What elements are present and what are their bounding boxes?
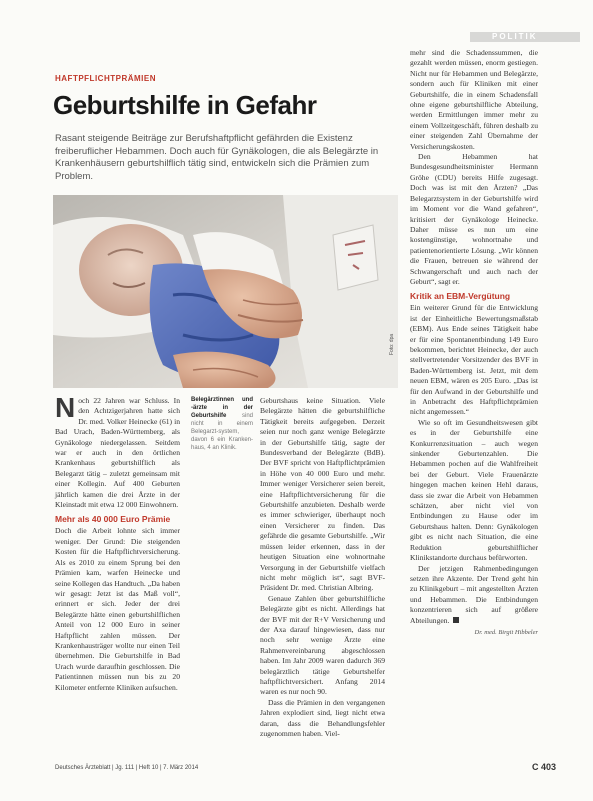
article-column-4: [410, 48, 538, 638]
section-label: POLITIK: [492, 32, 538, 41]
article-headline: Geburtshilfe in Gefahr: [53, 90, 317, 120]
paragraph: Dass die Prämien in den vergangenen Jahren explodiert sind, liegt nicht etwa daran, dass die Behandlungsfehler zugenommen haben. Viel-: [260, 697, 385, 738]
subheading: Kritik an EBM-Vergütung: [410, 291, 511, 302]
paragraph: Doch die Arbeit lohnte sich immer weniger. Der Grund: Die steigenden Kosten für die Haftpflichtversicherung. Als es 2010 zu einem Sprung bei den Prämien kam, warfen Heinecke und seine Kollegen das Handtuch. „Da haben wir gesagt: Jetzt ist das Maß voll“, erinnert er sich. Jeder der drei Belegärzte hätte einen geburtshilflichen Anteil von 12 000 Euro in seiner Haftpflicht zahlen müssen. Der Krankenhausträger wollte nur einen Teil übernehmen. Die Geburtshilfe in Bad Urach wurde daraufhin geschlossen. Die Patientinnen müssen nun bis zu 20 Kilometer entfernte Kliniken aufsuchen.: [55, 526, 180, 692]
paragraph: Geburtshaus keine Situation. Viele Belegärzte hätten die geburtshilfliche Tätigkeit bereits aufgegeben. Derzeit seien nur noch ganz wenige Belegärzte in der Geburtshilfe tätig, sagte der Bundesverband der Belegärzte (BdB). Der BVF spricht von Haftpflichtprämien in Höhe von 40 000 Euro und mehr. Immer weniger Versicherer seien bereit, eine Haftpflichtversicherung für die Geburtshilfe anzubieten. Deshalb werde es immer schwieriger, überhaupt noch einen Versicherer zu finden. Das gefährde die gesamte Geburtshilfe. „Wir müssen leider erkennen, dass in der heutigen Situation eine wohnortnahe Versorgung in der Geburtshilfe vielfach nicht mehr möglich ist“, sagt BVF-Präsident Dr. med. Christian Albring.: [260, 396, 385, 593]
article-kicker: HAFTPFLICHTPRÄMIEN: [55, 74, 156, 83]
paragraph-text: och 22 Jahren war Schluss. In den Achtzigerjahren hatte sich Dr. med. Volker Heinecke (61) in Bad Urach, Baden-Württemberg, als Gynäkologe niedergelassen. Seitdem war er auch in den örtlichen Krankenhaus geburtshilflich als Belegarzt tätig – zuletzt gemeinsam mit einer Kollegin. Auf 400 Geburten jährlich kamen die drei Ärzte in der Kleinstadt mit etwa 12 000 Einwohnern.: [55, 396, 180, 510]
article-column-3: [260, 396, 385, 739]
paragraph: Den Hebammen hat Bundesgesundheitsminister Hermann Gröhe (CDU) bereits Hilfe zugesagt. Doch was ist mit den Ärzten? „Das Belegarztsystem in der Geburtshilfe wird im Moment vor die Wand gefahren“, kritisiert der Gynäkologe Heinecke. Daher müsse es nun um eine kostengünstige, wohnortnahe und patientenorientierte Lösung. „Wir können die Frauen, betreuen sie während der Schwangerschaft und auch nach der Geburt“, sagt er.: [410, 152, 538, 286]
paragraph: Ein weiterer Grund für die Entwicklung ist der Einheitliche Bewertungsmaßstab (EBM). Aus Ende seines Tätigkeit habe er für eine Spontanentbindung 149 Euro bekommen, berichtet Heinecke, der auch stellvertretender Vorsitzender des BVF in Baden-Württemberg ist. Jetzt, mit dem neuen EBM, wären es 205 Euro. „Das ist für den Aufwand in der Geburtshilfe und in Anbetracht des Haftpflichtprämien nicht angemessen.“: [410, 303, 538, 417]
newborn-photo: [53, 195, 398, 388]
page-footer: Deutsches Ärzteblatt | Jg. 111 | Heft 10 | 7. März 2014: [55, 765, 199, 771]
paragraph-text: Der jetzigen Rahmenbedingungen setzen ihre Akzente. Der Trend geht hin zu Klinikgeburt – mit angestellten Ärzten und Hebammen. Die Entbindungen konzentrieren sich auf größere Abteilungen.: [410, 563, 538, 625]
author-byline: Dr. med. Birgit Hibbeler: [474, 628, 538, 636]
page-number: C 403: [532, 762, 557, 772]
drop-cap: N: [55, 392, 76, 423]
paragraph: mehr sind die Schadenssummen, die gezahlt werden müssen, enorm gestiegen. Nicht nur für Hebammen und Belegärzte, sondern auch für Kliniken mit einer Geburtshilfe, die in einem Schadensfall ohne eigene geburtshilfliche Abteilung, werden Ermittlungen immer mehr zu einem Vollzeitgeschäft, führen deshalb zu einer steigenden Zahl Übernahme der Versicherungskosten.: [410, 48, 538, 151]
article-lead: Rasant steigende Beiträge zur Berufshaftpflicht gefährden die Existenz freiberuflicher Hebammen. Doch auch für Gynäkologen, die als Belegärzte in Krankenhäusern geburtshilflich tätig sind, entwickeln sich die Prämien zum Problem.: [55, 133, 379, 182]
paragraph: [55, 392, 180, 510]
photo-credit: Foto: dpa: [389, 333, 395, 355]
paragraph: [410, 564, 538, 626]
article-column-1: [55, 392, 180, 693]
newborn-photo-illustration: [53, 195, 398, 388]
subheading: Mehr als 40 000 Euro Prämie: [55, 514, 171, 525]
info-box-column: [191, 396, 253, 452]
paragraph: Wie so oft im Gesundheitswesen gibt es in der Geburtshilfe eine Konkurrenzsituation – auch wegen sinkender Geburtenzahlen. Die Hebammen pochen auf die Wahlfreiheit bei der Geburt. Viele Frauenärzte hingegen machen keinen Hehl daraus, dass sie zwar die Arbeit von Hebammen schätzen, aber nicht viel von Entbindungen zu Hause oder im Geburtshaus halten. Denn: Gynäkologen gibt es nicht nach Situation, die eine Reduktion geburtshilflicher Klinikstandorte durchaus befürworten.: [410, 417, 538, 563]
info-box-title: Belegärztinnen und -ärzte in der Geburtshilfe: [191, 397, 253, 419]
info-box-body: sind nicht in einem Belegarzt-system, davon 6 ein Kranken-haus, 4 an Klinik.: [191, 413, 253, 451]
paragraph: Genaue Zahlen über geburtshilfliche Belegärzte gibt es nicht. Allerdings hat der BVF mit der R+V Versicherung und der Axa darauf hingewiesen, dass nur noch sehr wenige Ärzte eine Rahmenvereinbarung abgeschlossen haben. Im Jahr 2009 waren dadurch 369 belegärztlich tätige Geburtshelfer haftpflichtversichert. Anfang 2014 waren es nur noch 90.: [260, 593, 385, 697]
end-mark-icon: [453, 617, 459, 623]
